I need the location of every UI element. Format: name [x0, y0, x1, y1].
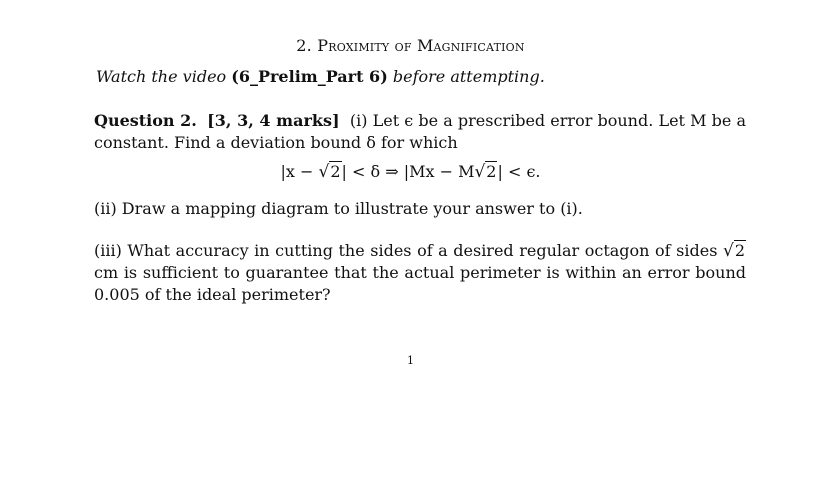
section-number: 2.: [296, 36, 312, 55]
section-title-text: Proximity of Magnification: [317, 36, 525, 55]
eq-rhs-close: | < ϵ.: [497, 162, 541, 181]
display-equation: [0, 162, 821, 182]
watch-prefix: Watch the video: [96, 67, 227, 86]
page-number: 1: [407, 354, 414, 367]
part-iii-radicand: 2: [734, 241, 745, 260]
eq-radicand-1: 2: [330, 162, 341, 181]
part-iii-before: (iii) What accuracy in cutting the sides of a desired regular octagon of sides: [94, 241, 723, 260]
question-marks: [3, 3, 4 marks]: [207, 111, 340, 130]
sqrt-symbol-2: √2: [474, 162, 497, 182]
video-reference: (6_Prelim_Part 6): [231, 67, 388, 86]
part-iii-paragraph: [94, 240, 746, 306]
sqrt-symbol-3: √2: [722, 241, 745, 261]
watch-suffix: before attempting.: [392, 67, 545, 86]
eq-lhs-close: | < δ ⇒ |Mx − M: [341, 162, 475, 181]
part-i-text: (i) Let ϵ be a prescribed error bound. Let M be a constant. Find a deviation bound δ for which: [94, 111, 747, 152]
question-label: Question 2.: [94, 111, 197, 130]
watch-video-note: [96, 67, 756, 86]
section-title: [0, 36, 821, 55]
part-ii-text: (ii) Draw a mapping diagram to illustrate your answer to (i).: [94, 199, 583, 218]
part-iii-after: cm is sufficient to guarantee that the actual perimeter is within an error bound 0.005 of the ideal perimeter?: [94, 263, 746, 304]
eq-radicand-2: 2: [486, 162, 497, 181]
sqrt-symbol: √2: [318, 162, 341, 182]
eq-lhs-open: |x −: [280, 162, 319, 181]
question-paragraph: [94, 110, 746, 154]
